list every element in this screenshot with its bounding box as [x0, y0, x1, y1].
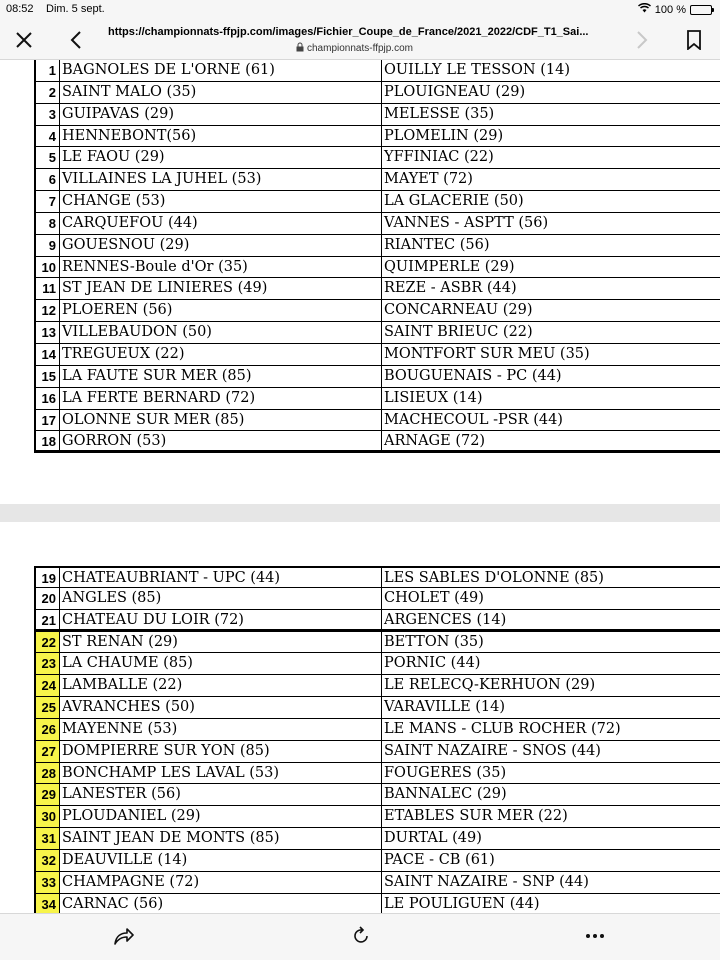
table-row — [34, 784, 720, 806]
table-row — [34, 697, 720, 719]
away-team: CONCARNEAU (29) — [382, 300, 720, 322]
table-row — [34, 763, 720, 785]
away-team: VANNES - ASPTT (56) — [382, 213, 720, 235]
match-number: 21 — [36, 610, 60, 630]
url-domain[interactable] — [296, 42, 413, 55]
away-team: PORNIC (44) — [382, 653, 720, 675]
table-row — [34, 741, 720, 763]
match-number: 28 — [36, 763, 60, 785]
wifi-icon — [638, 3, 651, 16]
home-team: LA FAUTE SUR MER (85) — [60, 366, 382, 388]
lock-icon — [296, 42, 304, 55]
match-number: 3 — [36, 104, 60, 126]
away-team: MELESSE (35) — [382, 104, 720, 126]
status-time: 08:52 — [6, 3, 34, 15]
match-number: 11 — [36, 278, 60, 300]
table-row — [34, 147, 720, 169]
away-team: VARAVILLE (14) — [382, 697, 720, 719]
table-row — [34, 388, 720, 410]
away-team: LA GLACERIE (50) — [382, 191, 720, 213]
home-team: DEAUVILLE (14) — [60, 850, 382, 872]
table-row — [34, 675, 720, 697]
match-number: 27 — [36, 741, 60, 763]
home-team: GUIPAVAS (29) — [60, 104, 382, 126]
domain-label: championnats-ffpjp.com — [307, 43, 413, 54]
home-team: LA FERTE BERNARD (72) — [60, 388, 382, 410]
away-team: CHOLET (49) — [382, 588, 720, 610]
away-team: LE RELECQ-KERHUON (29) — [382, 675, 720, 697]
battery-icon — [690, 5, 712, 15]
away-team: PACE - CB (61) — [382, 850, 720, 872]
home-team: BAGNOLES DE L'ORNE (61) — [60, 60, 382, 82]
match-number: 15 — [36, 366, 60, 388]
match-number: 4 — [36, 126, 60, 148]
away-team: DURTAL (49) — [382, 828, 720, 850]
home-team: PLOEREN (56) — [60, 300, 382, 322]
home-team: GOUESNOU (29) — [60, 235, 382, 257]
away-team: MAYET (72) — [382, 169, 720, 191]
match-number: 5 — [36, 147, 60, 169]
home-team: RENNES-Boule d'Or (35) — [60, 257, 382, 279]
away-team: YFFINIAC (22) — [382, 147, 720, 169]
table-row — [34, 653, 720, 675]
away-team: ETABLES SUR MER (22) — [382, 806, 720, 828]
table-row — [34, 410, 720, 432]
more-icon[interactable] — [575, 916, 615, 956]
home-team: SAINT JEAN DE MONTS (85) — [60, 828, 382, 850]
table-row — [34, 104, 720, 126]
table-row — [34, 566, 720, 588]
away-team: QUIMPERLE (29) — [382, 257, 720, 279]
home-team: TREGUEUX (22) — [60, 344, 382, 366]
home-team: VILLEBAUDON (50) — [60, 322, 382, 344]
home-team: GORRON (53) — [60, 431, 382, 451]
match-number: 22 — [36, 632, 60, 654]
table-row — [34, 60, 720, 82]
home-team: VILLAINES LA JUHEL (53) — [60, 169, 382, 191]
match-number: 17 — [36, 410, 60, 432]
home-team: CARNAC (56) — [60, 894, 382, 916]
match-number: 13 — [36, 322, 60, 344]
away-team: SAINT NAZAIRE - SNP (44) — [382, 872, 720, 894]
close-icon[interactable] — [4, 20, 44, 60]
match-number: 14 — [36, 344, 60, 366]
match-number: 10 — [36, 257, 60, 279]
bracket-table-2 — [34, 566, 720, 916]
status-right — [638, 3, 712, 16]
table-row — [34, 431, 720, 453]
bookmark-icon[interactable] — [674, 20, 714, 60]
table-row — [34, 366, 720, 388]
away-team: MACHECOUL -PSR (44) — [382, 410, 720, 432]
home-team: MAYENNE (53) — [60, 719, 382, 741]
away-team: BOUGUENAIS - PC (44) — [382, 366, 720, 388]
home-team: ST RENAN (29) — [60, 632, 382, 654]
away-team: REZE - ASBR (44) — [382, 278, 720, 300]
reload-icon[interactable] — [341, 916, 381, 956]
home-team: DOMPIERRE SUR YON (85) — [60, 741, 382, 763]
battery-text: 100 % — [654, 3, 686, 16]
away-team: ARGENCES (14) — [382, 610, 720, 630]
forward-icon[interactable] — [622, 20, 662, 60]
table-row — [34, 322, 720, 344]
away-team: FOUGERES (35) — [382, 763, 720, 785]
match-number: 20 — [36, 588, 60, 610]
match-number: 29 — [36, 784, 60, 806]
match-number: 19 — [36, 568, 60, 588]
match-number: 6 — [36, 169, 60, 191]
status-date: Dim. 5 sept. — [46, 3, 105, 15]
match-number: 24 — [36, 675, 60, 697]
match-number: 32 — [36, 850, 60, 872]
match-number: 26 — [36, 719, 60, 741]
match-number: 12 — [36, 300, 60, 322]
table-row — [34, 82, 720, 104]
home-team: CHAMPAGNE (72) — [60, 872, 382, 894]
match-number: 1 — [36, 60, 60, 82]
away-team: ARNAGE (72) — [382, 431, 720, 451]
bottom-toolbar — [0, 913, 720, 960]
match-number: 7 — [36, 191, 60, 213]
table-row — [34, 806, 720, 828]
home-team: CHANGE (53) — [60, 191, 382, 213]
table-row — [34, 257, 720, 279]
home-team: HENNEBONT(56) — [60, 126, 382, 148]
away-team: OUILLY LE TESSON (14) — [382, 60, 720, 82]
table-row — [34, 850, 720, 872]
match-number: 18 — [36, 431, 60, 451]
away-team: SAINT BRIEUC (22) — [382, 322, 720, 344]
match-number: 2 — [36, 82, 60, 104]
home-team: LE FAOU (29) — [60, 147, 382, 169]
table-row — [34, 632, 720, 654]
home-team: SAINT MALO (35) — [60, 82, 382, 104]
status-bar — [0, 0, 720, 20]
table-row — [34, 344, 720, 366]
table-row — [34, 719, 720, 741]
match-number: 9 — [36, 235, 60, 257]
back-icon[interactable] — [56, 20, 96, 60]
table-row — [34, 213, 720, 235]
table-row — [34, 828, 720, 850]
away-team: PLOMELIN (29) — [382, 126, 720, 148]
away-team: PLOUIGNEAU (29) — [382, 82, 720, 104]
away-team: LES SABLES D'OLONNE (85) — [382, 568, 720, 588]
page-divider — [0, 504, 720, 522]
table-row — [34, 588, 720, 610]
table-row — [34, 278, 720, 300]
home-team: LA CHAUME (85) — [60, 653, 382, 675]
match-number: 30 — [36, 806, 60, 828]
away-team: BETTON (35) — [382, 632, 720, 654]
url-text[interactable]: https://championnats-ffpjp.com/images/Fichier_Coupe_de_France/2021_2022/CDF_T1_Sai... — [108, 26, 589, 38]
match-number: 8 — [36, 213, 60, 235]
match-number: 33 — [36, 872, 60, 894]
home-team: AVRANCHES (50) — [60, 697, 382, 719]
table-row — [34, 126, 720, 148]
away-team: LISIEUX (14) — [382, 388, 720, 410]
browser-bar — [0, 20, 720, 60]
match-number: 16 — [36, 388, 60, 410]
share-icon[interactable] — [104, 916, 144, 956]
table-row — [34, 610, 720, 632]
home-team: LANESTER (56) — [60, 784, 382, 806]
home-team: ANGLES (85) — [60, 588, 382, 610]
table-row — [34, 169, 720, 191]
table-row — [34, 300, 720, 322]
away-team: SAINT NAZAIRE - SNOS (44) — [382, 741, 720, 763]
table-row — [34, 191, 720, 213]
away-team: MONTFORT SUR MEU (35) — [382, 344, 720, 366]
home-team: ST JEAN DE LINIERES (49) — [60, 278, 382, 300]
away-team: LE POULIGUEN (44) — [382, 894, 720, 916]
home-team: LAMBALLE (22) — [60, 675, 382, 697]
match-number: 23 — [36, 653, 60, 675]
home-team: CARQUEFOU (44) — [60, 213, 382, 235]
match-number: 34 — [36, 894, 60, 916]
away-team: BANNALEC (29) — [382, 784, 720, 806]
away-team: RIANTEC (56) — [382, 235, 720, 257]
match-number: 31 — [36, 828, 60, 850]
home-team: PLOUDANIEL (29) — [60, 806, 382, 828]
home-team: CHATEAUBRIANT - UPC (44) — [60, 568, 382, 588]
table-row — [34, 235, 720, 257]
home-team: CHATEAU DU LOIR (72) — [60, 610, 382, 630]
bracket-table-1 — [34, 60, 720, 453]
match-number: 25 — [36, 697, 60, 719]
home-team: BONCHAMP LES LAVAL (53) — [60, 763, 382, 785]
away-team: LE MANS - CLUB ROCHER (72) — [382, 719, 720, 741]
table-row — [34, 872, 720, 894]
home-team: OLONNE SUR MER (85) — [60, 410, 382, 432]
